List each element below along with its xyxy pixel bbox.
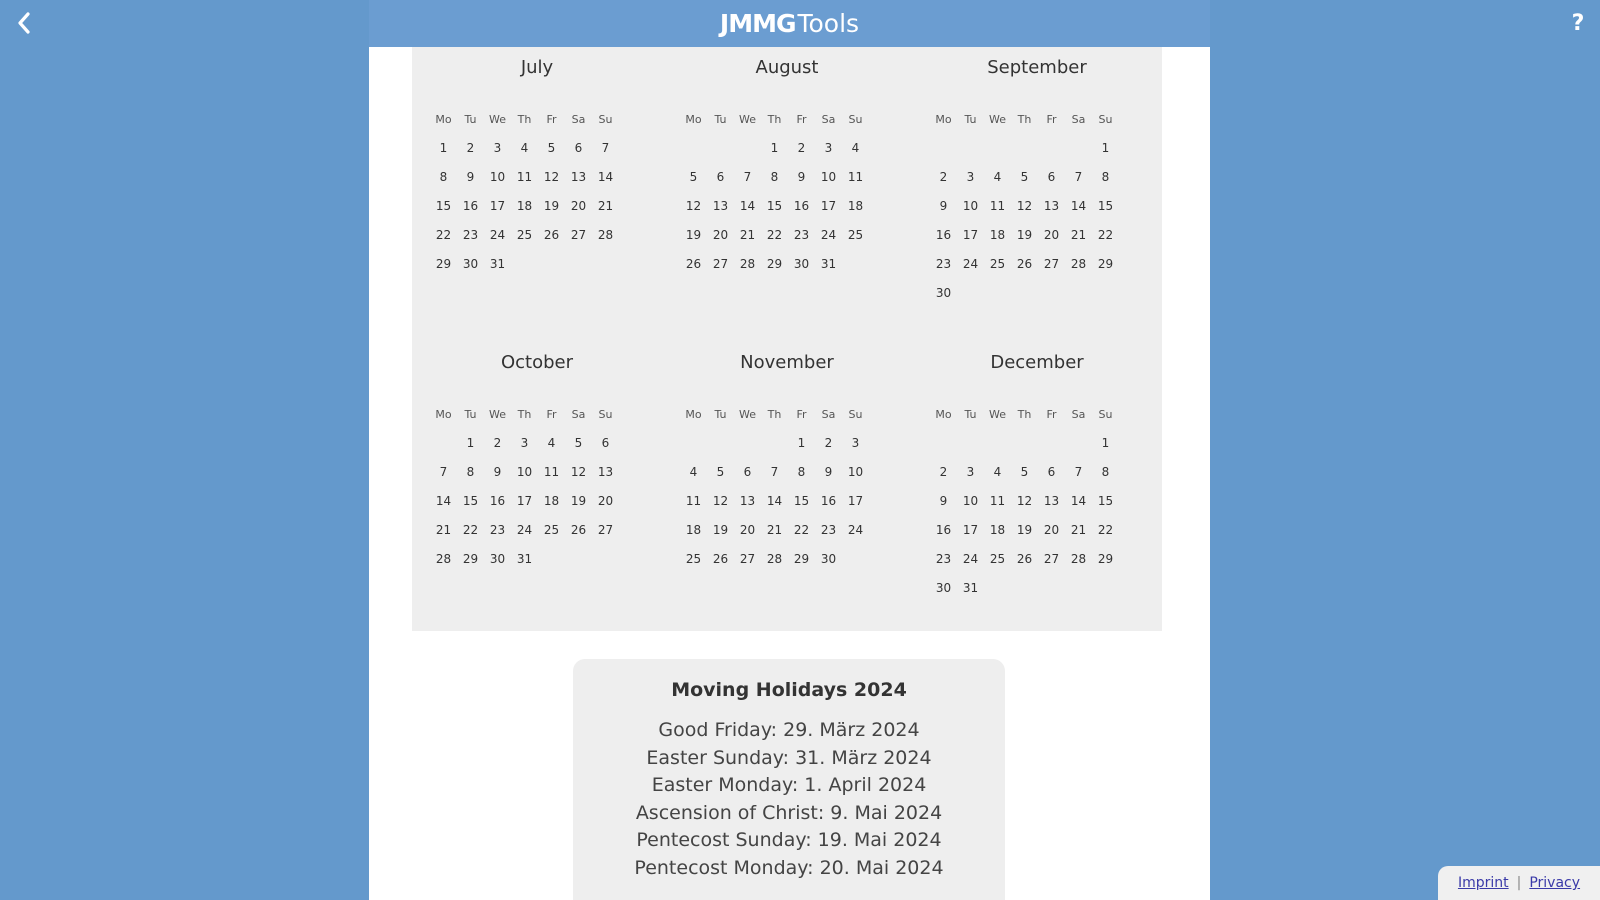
day-cell[interactable]: 21	[597, 199, 614, 213]
day-cell[interactable]: 13	[739, 494, 756, 508]
day-cell[interactable]: 31	[489, 257, 506, 271]
weekday-label: We	[739, 408, 756, 421]
main-panel	[369, 0, 1210, 900]
empty-cell	[707, 429, 734, 458]
day-cell[interactable]: 14	[739, 199, 756, 213]
day-cell[interactable]: 27	[1043, 257, 1060, 271]
day-cell[interactable]: 19	[1016, 523, 1033, 537]
month-title: October	[500, 352, 574, 373]
day-cell[interactable]: 13	[570, 170, 587, 184]
empty-cell	[984, 429, 1011, 458]
day-cell[interactable]: 10	[516, 465, 533, 479]
day-cell[interactable]: 7	[1074, 170, 1083, 184]
day-cell[interactable]: 17	[516, 494, 533, 508]
empty-cell	[430, 429, 457, 458]
day-cell[interactable]: 16	[462, 199, 479, 213]
weekday-label: Fr	[546, 408, 557, 421]
day-cell[interactable]: 26	[543, 228, 560, 242]
day-cell[interactable]: 28	[435, 552, 452, 566]
weekday-label: We	[989, 113, 1006, 126]
day-cell[interactable]: 27	[712, 257, 729, 271]
month-title: August	[755, 57, 819, 78]
day-cell[interactable]: 3	[493, 141, 502, 155]
day-cell[interactable]: 15	[1097, 494, 1114, 508]
day-cell[interactable]: 6	[574, 141, 583, 155]
day-cell[interactable]: 30	[935, 581, 952, 595]
day-cell[interactable]: 30	[793, 257, 810, 271]
day-cell[interactable]: 10	[820, 170, 837, 184]
month-title: December	[990, 352, 1084, 373]
weekday-label: Th	[767, 408, 782, 421]
day-cell[interactable]: 20	[597, 494, 614, 508]
empty-cell	[930, 429, 957, 458]
day-cell[interactable]: 18	[989, 523, 1006, 537]
empty-cell	[1038, 134, 1065, 163]
day-cell[interactable]: 29	[1097, 552, 1114, 566]
day-cell[interactable]: 11	[989, 494, 1006, 508]
empty-cell	[957, 134, 984, 163]
day-cell[interactable]: 10	[489, 170, 506, 184]
empty-cell	[930, 134, 957, 163]
day-cell[interactable]: 4	[547, 436, 556, 450]
day-cell[interactable]: 27	[570, 228, 587, 242]
day-cell[interactable]: 18	[989, 228, 1006, 242]
day-cell[interactable]: 2	[939, 465, 948, 479]
day-cell[interactable]: 23	[462, 228, 479, 242]
weekday-label: Th	[517, 113, 532, 126]
day-cell[interactable]: 23	[820, 523, 837, 537]
day-cell[interactable]: 10	[962, 199, 979, 213]
day-cell[interactable]: 25	[516, 228, 533, 242]
day-cell[interactable]: 17	[820, 199, 837, 213]
day-cell[interactable]: 7	[770, 465, 779, 479]
day-cell[interactable]: 17	[847, 494, 864, 508]
day-cell[interactable]: 14	[597, 170, 614, 184]
weekday-label: Su	[848, 408, 863, 421]
weekday-label: Mo	[685, 113, 702, 126]
day-cell[interactable]: 6	[1047, 170, 1056, 184]
privacy-link[interactable]: Privacy	[1529, 875, 1581, 891]
day-cell[interactable]: 30	[820, 552, 837, 566]
moving-holidays-box	[573, 659, 1005, 900]
day-cell[interactable]: 21	[766, 523, 783, 537]
weekday-label: Sa	[821, 113, 836, 126]
weekday-label: Fr	[1046, 408, 1057, 421]
day-cell[interactable]: 23	[793, 228, 810, 242]
weekday-label: Th	[517, 408, 532, 421]
day-cell[interactable]: 18	[685, 523, 702, 537]
day-cell[interactable]: 9	[824, 465, 833, 479]
day-cell[interactable]: 2	[466, 141, 475, 155]
day-cell[interactable]: 8	[1101, 465, 1110, 479]
day-cell[interactable]: 1	[466, 436, 475, 450]
holiday-item: Ascension of Christ: 9. Mai 2024	[635, 801, 943, 824]
chevron-left-icon	[16, 12, 32, 34]
day-cell[interactable]: 14	[435, 494, 452, 508]
day-cell[interactable]: 11	[685, 494, 702, 508]
weekday-label: Mo	[935, 408, 952, 421]
day-cell[interactable]: 9	[493, 465, 502, 479]
day-cell[interactable]: 12	[570, 465, 587, 479]
day-cell[interactable]: 5	[547, 141, 556, 155]
day-cell[interactable]: 26	[1016, 257, 1033, 271]
day-cell[interactable]: 2	[797, 141, 806, 155]
month-july	[412, 53, 662, 279]
day-cell[interactable]: 19	[543, 199, 560, 213]
day-cell[interactable]: 3	[966, 465, 975, 479]
empty-cell	[734, 429, 761, 458]
weekday-label: Sa	[571, 113, 586, 126]
day-cell[interactable]: 12	[1016, 199, 1033, 213]
day-cell[interactable]: 22	[793, 523, 810, 537]
month-october	[412, 348, 662, 574]
empty-cell	[1065, 429, 1092, 458]
day-cell[interactable]: 30	[489, 552, 506, 566]
day-cell[interactable]: 19	[685, 228, 702, 242]
day-cell[interactable]: 27	[1043, 552, 1060, 566]
day-cell[interactable]: 4	[851, 141, 860, 155]
weekday-label: Su	[1098, 408, 1113, 421]
day-cell[interactable]: 6	[1047, 465, 1056, 479]
month-august	[662, 53, 912, 279]
day-cell[interactable]: 14	[1070, 199, 1087, 213]
day-cell[interactable]: 25	[847, 228, 864, 242]
day-cell[interactable]: 10	[847, 465, 864, 479]
holiday-item: Easter Monday: 1. April 2024	[651, 774, 927, 796]
day-cell[interactable]: 26	[712, 552, 729, 566]
day-cell[interactable]: 28	[597, 228, 614, 242]
day-cell[interactable]: 8	[770, 170, 779, 184]
day-cell[interactable]: 20	[712, 228, 729, 242]
weekday-label: Su	[1098, 113, 1113, 126]
day-cell[interactable]: 25	[989, 257, 1006, 271]
day-cell[interactable]: 29	[462, 552, 479, 566]
day-cell[interactable]: 14	[1070, 494, 1087, 508]
day-cell[interactable]: 18	[516, 199, 533, 213]
day-cell[interactable]: 11	[543, 465, 560, 479]
day-cell[interactable]: 27	[739, 552, 756, 566]
day-cell[interactable]: 13	[1043, 199, 1060, 213]
empty-cell	[680, 134, 707, 163]
day-cell[interactable]: 9	[939, 199, 948, 213]
day-cell[interactable]: 22	[462, 523, 479, 537]
day-cell[interactable]: 1	[1101, 436, 1110, 450]
day-cell[interactable]: 29	[435, 257, 452, 271]
day-cell[interactable]: 16	[489, 494, 506, 508]
day-cell[interactable]: 6	[601, 436, 610, 450]
day-cell[interactable]: 3	[520, 436, 529, 450]
day-cell[interactable]: 8	[797, 465, 806, 479]
day-cell[interactable]: 28	[766, 552, 783, 566]
day-cell[interactable]: 2	[493, 436, 502, 450]
day-cell[interactable]: 16	[793, 199, 810, 213]
day-cell[interactable]: 26	[685, 257, 702, 271]
day-cell[interactable]: 5	[1020, 465, 1029, 479]
day-cell[interactable]: 1	[1101, 141, 1110, 155]
day-cell[interactable]: 24	[962, 552, 979, 566]
day-cell[interactable]: 5	[574, 436, 583, 450]
day-cell[interactable]: 13	[712, 199, 729, 213]
day-cell[interactable]: 22	[766, 228, 783, 242]
day-cell[interactable]: 15	[1097, 199, 1114, 213]
day-cell[interactable]: 23	[935, 257, 952, 271]
weekday-label: Fr	[1046, 113, 1057, 126]
empty-cell	[707, 134, 734, 163]
logo-bold-text: JMMG	[719, 9, 796, 38]
day-cell[interactable]: 16	[820, 494, 837, 508]
logo-light-text: Tools	[797, 9, 860, 38]
day-cell[interactable]: 6	[743, 465, 752, 479]
day-cell[interactable]: 7	[1074, 465, 1083, 479]
day-cell[interactable]: 12	[712, 494, 729, 508]
day-cell[interactable]: 24	[516, 523, 533, 537]
day-cell[interactable]: 16	[935, 523, 952, 537]
day-cell[interactable]: 1	[797, 436, 806, 450]
day-cell[interactable]: 26	[1016, 552, 1033, 566]
day-cell[interactable]: 8	[439, 170, 448, 184]
day-cell[interactable]: 15	[766, 199, 783, 213]
day-cell[interactable]: 26	[570, 523, 587, 537]
day-cell[interactable]: 9	[797, 170, 806, 184]
day-cell[interactable]: 22	[1097, 523, 1114, 537]
day-cell[interactable]: 1	[770, 141, 779, 155]
weekday-label: Mo	[435, 113, 452, 126]
weekday-label: Th	[1017, 408, 1032, 421]
day-cell[interactable]: 30	[935, 286, 952, 300]
day-cell[interactable]: 3	[966, 170, 975, 184]
day-cell[interactable]: 23	[935, 552, 952, 566]
holiday-item: Easter Sunday: 31. März 2024	[646, 746, 932, 769]
day-cell[interactable]: 16	[935, 228, 952, 242]
day-cell[interactable]: 31	[962, 581, 979, 595]
weekday-label: Su	[598, 113, 613, 126]
day-cell[interactable]: 18	[543, 494, 560, 508]
day-cell[interactable]: 15	[793, 494, 810, 508]
day-cell[interactable]: 3	[851, 436, 860, 450]
day-cell[interactable]: 7	[743, 170, 752, 184]
day-cell[interactable]: 31	[516, 552, 533, 566]
weekday-label: We	[739, 113, 756, 126]
empty-cell	[1038, 429, 1065, 458]
weekday-label: Mo	[935, 113, 952, 126]
empty-cell	[1011, 134, 1038, 163]
day-cell[interactable]: 19	[570, 494, 587, 508]
day-cell[interactable]: 17	[962, 523, 979, 537]
day-cell[interactable]: 28	[1070, 257, 1087, 271]
month-title: November	[740, 352, 834, 373]
day-cell[interactable]: 22	[435, 228, 452, 242]
day-cell[interactable]: 20	[1043, 523, 1060, 537]
month-grid	[430, 105, 662, 279]
holiday-list	[573, 717, 1005, 882]
month-grid	[680, 400, 912, 574]
weekday-label: Tu	[464, 408, 477, 421]
weekday-label: We	[489, 113, 506, 126]
day-cell[interactable]: 9	[466, 170, 475, 184]
day-cell[interactable]: 5	[716, 465, 725, 479]
weekday-label: Fr	[796, 408, 807, 421]
day-cell[interactable]: 11	[847, 170, 864, 184]
weekday-label: Fr	[546, 113, 557, 126]
day-cell[interactable]: 2	[824, 436, 833, 450]
weekday-label: Tu	[714, 113, 727, 126]
weekday-label: Mo	[685, 408, 702, 421]
day-cell[interactable]: 18	[847, 199, 864, 213]
day-cell[interactable]: 28	[739, 257, 756, 271]
footer-links	[1438, 866, 1600, 900]
weekday-label: Fr	[796, 113, 807, 126]
empty-cell	[984, 134, 1011, 163]
holiday-item: Pentecost Monday: 20. Mai 2024	[634, 856, 944, 879]
empty-cell	[1011, 429, 1038, 458]
weekday-label: We	[989, 408, 1006, 421]
weekday-label: Sa	[821, 408, 836, 421]
weekday-label: Mo	[435, 408, 452, 421]
weekday-label: We	[489, 408, 506, 421]
weekday-label: Th	[1017, 113, 1032, 126]
month-september	[912, 53, 1162, 308]
month-grid	[930, 400, 1162, 603]
day-cell[interactable]: 8	[1101, 170, 1110, 184]
holiday-item: Good Friday: 29. März 2024	[658, 719, 920, 741]
header-bar	[369, 0, 1210, 47]
empty-cell	[734, 134, 761, 163]
day-cell[interactable]: 14	[766, 494, 783, 508]
day-cell[interactable]: 29	[793, 552, 810, 566]
day-cell[interactable]: 25	[989, 552, 1006, 566]
weekday-label: Su	[598, 408, 613, 421]
day-cell[interactable]: 21	[1070, 523, 1087, 537]
day-cell[interactable]: 23	[489, 523, 506, 537]
day-cell[interactable]: 2	[939, 170, 948, 184]
day-cell[interactable]: 4	[993, 465, 1002, 479]
day-cell[interactable]: 4	[520, 141, 529, 155]
calendar-area	[412, 47, 1162, 631]
weekday-label: Tu	[714, 408, 727, 421]
day-cell[interactable]: 21	[739, 228, 756, 242]
app-logo[interactable]	[720, 9, 859, 38]
weekday-label: Sa	[1071, 113, 1086, 126]
day-cell[interactable]: 15	[462, 494, 479, 508]
day-cell[interactable]: 6	[716, 170, 725, 184]
day-cell[interactable]: 24	[847, 523, 864, 537]
day-cell[interactable]: 31	[820, 257, 837, 271]
day-cell[interactable]: 13	[597, 465, 614, 479]
day-cell[interactable]: 24	[820, 228, 837, 242]
day-cell[interactable]: 11	[989, 199, 1006, 213]
day-cell[interactable]: 11	[516, 170, 533, 184]
day-cell[interactable]: 12	[685, 199, 702, 213]
weekday-label: Sa	[1071, 408, 1086, 421]
day-cell[interactable]: 3	[824, 141, 833, 155]
day-cell[interactable]: 12	[1016, 494, 1033, 508]
imprint-link[interactable]: Imprint	[1457, 875, 1509, 891]
day-cell[interactable]: 9	[939, 494, 948, 508]
day-cell[interactable]: 21	[435, 523, 452, 537]
day-cell[interactable]: 29	[1097, 257, 1114, 271]
weekday-label: Sa	[571, 408, 586, 421]
back-button[interactable]	[10, 8, 38, 38]
month-grid	[430, 400, 662, 574]
month-november	[662, 348, 912, 574]
day-cell[interactable]: 7	[439, 465, 448, 479]
empty-cell	[1065, 134, 1092, 163]
weekday-label: Tu	[964, 408, 977, 421]
day-cell[interactable]: 12	[543, 170, 560, 184]
weekday-label: Th	[767, 113, 782, 126]
month-december	[912, 348, 1162, 603]
weekday-label: Tu	[964, 113, 977, 126]
month-title: July	[520, 57, 554, 78]
help-button[interactable]: ?	[1571, 10, 1585, 36]
day-cell[interactable]: 24	[962, 257, 979, 271]
day-cell[interactable]: 7	[601, 141, 610, 155]
empty-cell	[761, 429, 788, 458]
day-cell[interactable]: 4	[993, 170, 1002, 184]
day-cell[interactable]: 29	[766, 257, 783, 271]
day-cell[interactable]: 1	[439, 141, 448, 155]
day-cell[interactable]: 25	[685, 552, 702, 566]
day-cell[interactable]: 20	[739, 523, 756, 537]
day-cell[interactable]: 30	[462, 257, 479, 271]
day-cell[interactable]: 24	[489, 228, 506, 242]
day-cell[interactable]: 21	[1070, 228, 1087, 242]
day-cell[interactable]: 20	[570, 199, 587, 213]
day-cell[interactable]: 19	[712, 523, 729, 537]
day-cell[interactable]: 19	[1016, 228, 1033, 242]
moving-holidays-title: Moving Holidays 2024	[671, 679, 907, 701]
day-cell[interactable]: 10	[962, 494, 979, 508]
month-grid	[930, 105, 1162, 308]
empty-cell	[680, 429, 707, 458]
holiday-item: Pentecost Sunday: 19. Mai 2024	[636, 829, 942, 851]
day-cell[interactable]: 20	[1043, 228, 1060, 242]
day-cell[interactable]: 5	[1020, 170, 1029, 184]
weekday-label: Tu	[464, 113, 477, 126]
day-cell[interactable]: 17	[962, 228, 979, 242]
footer-separator: |	[1516, 875, 1522, 891]
day-cell[interactable]: 27	[597, 523, 614, 537]
day-cell[interactable]: 4	[689, 465, 698, 479]
month-title: September	[987, 57, 1087, 78]
month-grid	[680, 105, 912, 279]
day-cell[interactable]: 17	[489, 199, 506, 213]
day-cell[interactable]: 5	[689, 170, 698, 184]
weekday-label: Su	[848, 113, 863, 126]
day-cell[interactable]: 25	[543, 523, 560, 537]
empty-cell	[957, 429, 984, 458]
day-cell[interactable]: 28	[1070, 552, 1087, 566]
day-cell[interactable]: 15	[435, 199, 452, 213]
day-cell[interactable]: 22	[1097, 228, 1114, 242]
day-cell[interactable]: 8	[466, 465, 475, 479]
day-cell[interactable]: 13	[1043, 494, 1060, 508]
